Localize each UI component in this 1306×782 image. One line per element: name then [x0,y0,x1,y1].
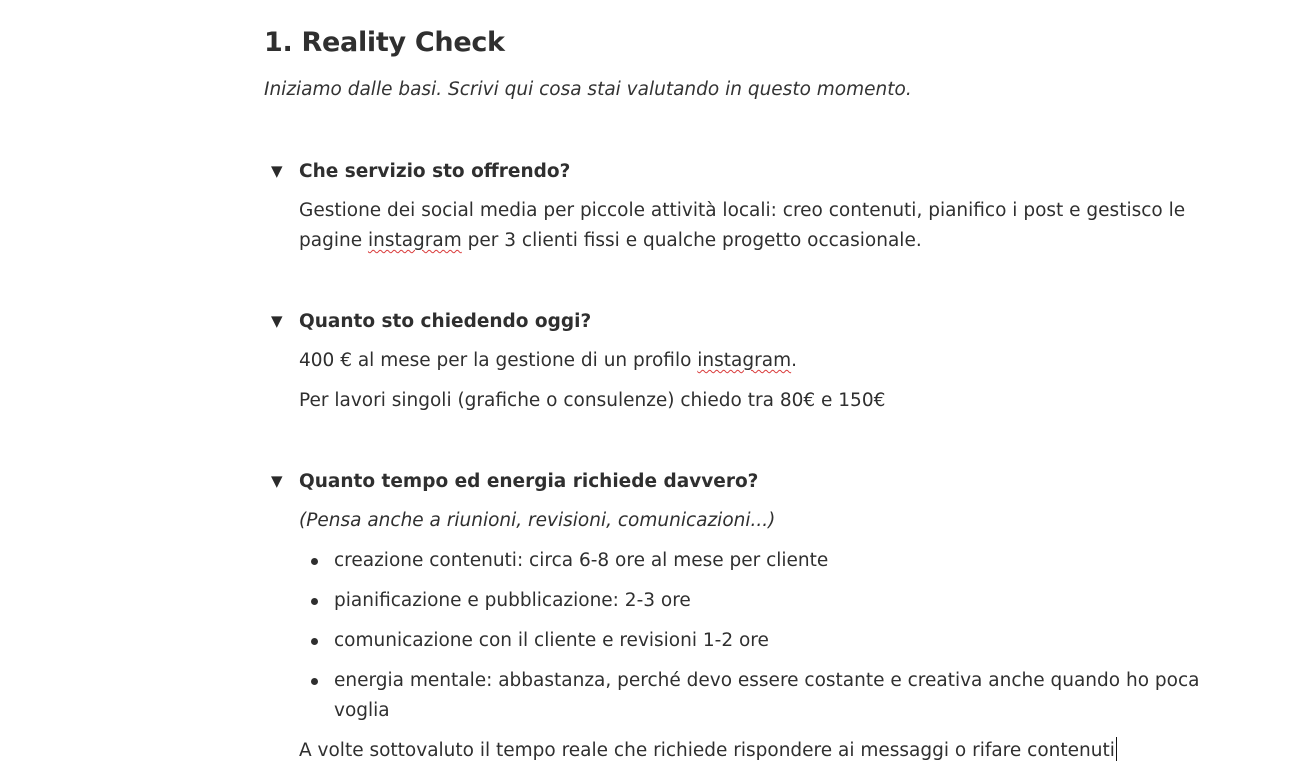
toggle-header[interactable] [264,159,570,183]
text-cursor [1116,737,1117,761]
text-fragment: . [791,350,797,371]
list-item-text: voglia [334,700,390,721]
spellcheck-word[interactable]: instagram [367,230,462,251]
text-fragment: pagine [299,230,368,251]
text-block[interactable]: Gestione dei social media per piccole attività locali: creo contenuti, pianifico i post e gestisco le [299,200,1186,221]
page-subtitle[interactable]: Iniziamo dalle basi. Scrivi qui cosa stai valutando in questo momento. [264,79,912,100]
toggle-header[interactable] [264,469,758,493]
text-block-editing[interactable] [299,736,1117,766]
list-item-text: comunicazione con il cliente e revisioni 1-2 ore [334,630,769,651]
text-block[interactable] [299,226,922,256]
hint-text[interactable]: (Pensa anche a riunioni, revisioni, comunicazioni...) [299,510,776,531]
text-block[interactable] [299,346,797,376]
text-fragment: per 3 clienti fissi e qualche progetto occasionale. [461,230,922,251]
toggle-label[interactable]: Quanto tempo ed energia richiede davvero? [299,470,759,492]
toggle-label[interactable]: Quanto sto chiedendo oggi? [299,310,592,332]
text-fragment: 400 € al mese per la gestione di un profilo [299,350,698,371]
toggle-header[interactable] [264,309,591,333]
caret-down-icon[interactable]: ▼ [271,312,283,330]
bullet-dot [311,558,318,565]
caret-down-icon[interactable]: ▼ [271,472,283,490]
bullet-dot [311,598,318,605]
text-block[interactable]: Per lavori singoli (grafiche o consulenze) chiedo tra 80€ e 150€ [299,390,886,411]
bullet-dot [311,638,318,645]
toggle-label[interactable]: Che servizio sto offrendo? [299,160,571,182]
text-fragment: A volte sottovaluto il tempo reale che richiede rispondere ai messaggi o rifare contenuti [299,740,1115,761]
list-item-text: energia mentale: abbastanza, perché devo essere costante e creativa anche quando ho poca [334,670,1200,691]
bullet-dot [311,678,318,685]
list-item-text: creazione contenuti: circa 6-8 ore al mese per cliente [334,550,829,571]
page-title[interactable]: 1. Reality Check [264,27,505,58]
spellcheck-word[interactable]: instagram [697,350,792,371]
list-item-text: pianificazione e pubblicazione: 2-3 ore [334,590,691,611]
caret-down-icon[interactable]: ▼ [271,162,283,180]
